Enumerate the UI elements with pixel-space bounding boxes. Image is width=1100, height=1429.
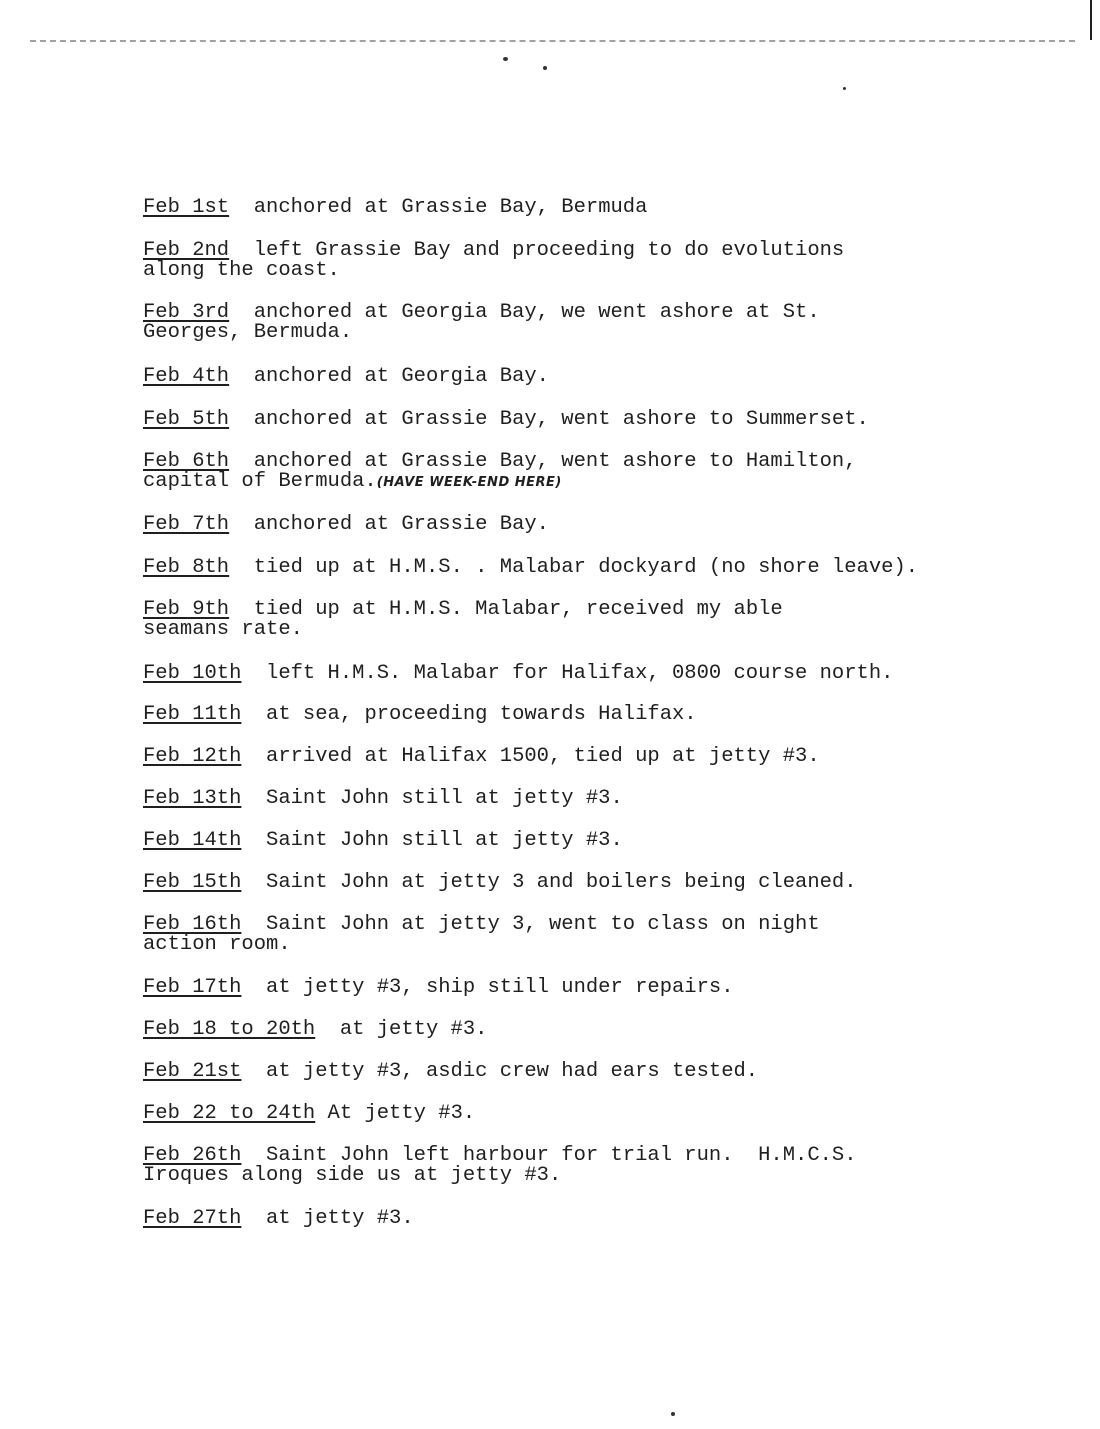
entry-text-continued: Iroques along side us at jetty #3. bbox=[143, 1164, 562, 1187]
entry-date: Feb 17th bbox=[143, 976, 242, 999]
entry-text: left Grassie Bay and proceeding to do evolutions bbox=[253, 239, 845, 262]
entry-text: Saint John still at jetty #3. bbox=[266, 829, 623, 852]
entry-date: Feb 5th bbox=[143, 408, 230, 431]
entry-text: at jetty #3. bbox=[339, 1018, 488, 1041]
entry-text: at jetty #3, ship still under repairs. bbox=[266, 976, 734, 999]
entry-text: anchored at Grassie Bay, went ashore to Summerset. bbox=[253, 408, 869, 431]
entry-text-continued: action room. bbox=[143, 933, 291, 956]
entry-text: arrived at Halifax 1500, tied up at jetty #3. bbox=[266, 745, 820, 768]
log-entry bbox=[143, 198, 647, 218]
log-entry bbox=[143, 410, 869, 430]
log-entry bbox=[143, 303, 820, 343]
entry-text: anchored at Georgia Bay, we went ashore at St. bbox=[253, 301, 820, 324]
log-entry bbox=[143, 1062, 758, 1082]
entry-date: Feb 12th bbox=[143, 745, 242, 768]
entry-text: Saint John at jetty 3, went to class on night bbox=[266, 913, 820, 936]
log-entry bbox=[143, 873, 857, 893]
entry-text: Saint John left harbour for trial run. H.M.C.S. bbox=[266, 1144, 857, 1167]
log-entry bbox=[143, 600, 783, 640]
entry-date: Feb 10th bbox=[143, 662, 242, 685]
entry-text: Saint John still at jetty #3. bbox=[266, 787, 623, 810]
scan-edge-mark bbox=[1090, 0, 1092, 40]
entry-text: tied up at H.M.S. Malabar, received my able bbox=[253, 598, 783, 621]
entry-date: Feb 22 to 24th bbox=[143, 1102, 316, 1125]
entry-date: Feb 3rd bbox=[143, 301, 230, 324]
entry-date: Feb 21st bbox=[143, 1060, 242, 1083]
entry-text: at jetty #3. bbox=[266, 1207, 414, 1230]
entry-text: anchored at Grassie Bay, went ashore to Hamilton, bbox=[253, 450, 857, 473]
log-entry bbox=[143, 705, 697, 725]
ink-speck bbox=[843, 87, 846, 90]
log-entry bbox=[143, 515, 549, 535]
entry-date: Feb 11th bbox=[143, 703, 242, 726]
entry-date: Feb 18 to 20th bbox=[143, 1018, 316, 1041]
handwritten-note: (HAVE WEEK-END HERE) bbox=[376, 475, 562, 490]
log-entry bbox=[143, 915, 820, 955]
entry-date: Feb 6th bbox=[143, 450, 230, 473]
entry-date: Feb 2nd bbox=[143, 239, 230, 262]
entry-date: Feb 14th bbox=[143, 829, 242, 852]
log-entry bbox=[143, 747, 820, 767]
entry-text-continued: along the coast. bbox=[143, 259, 340, 282]
log-entry bbox=[143, 789, 623, 809]
log-entry bbox=[143, 831, 623, 851]
log-entry bbox=[143, 367, 549, 387]
entry-date: Feb 15th bbox=[143, 871, 242, 894]
log-entry bbox=[143, 241, 844, 281]
entry-date: Feb 13th bbox=[143, 787, 242, 810]
entry-text-continued: capital of Bermuda. bbox=[143, 470, 377, 493]
log-entry bbox=[143, 978, 734, 998]
entry-date: Feb 4th bbox=[143, 365, 230, 388]
entry-text: tied up at H.M.S. . Malabar dockyard (no shore leave). bbox=[253, 556, 919, 579]
entry-text: left H.M.S. Malabar for Halifax, 0800 course north. bbox=[266, 662, 894, 685]
entry-date: Feb 8th bbox=[143, 556, 230, 579]
entry-text-continued: Georges, Bermuda. bbox=[143, 321, 353, 344]
log-entry bbox=[143, 1146, 857, 1186]
entry-text: At jetty #3. bbox=[327, 1102, 476, 1125]
entry-date: Feb 27th bbox=[143, 1207, 242, 1230]
entry-text: at jetty #3, asdic crew had ears tested. bbox=[266, 1060, 759, 1083]
log-entry bbox=[143, 452, 857, 493]
entry-date: Feb 1st bbox=[143, 196, 230, 219]
entry-date: Feb 26th bbox=[143, 1144, 242, 1167]
ink-speck bbox=[503, 57, 508, 61]
log-entry bbox=[143, 1104, 475, 1124]
entry-date: Feb 7th bbox=[143, 513, 230, 536]
entry-text-continued: seamans rate. bbox=[143, 618, 303, 641]
entry-date: Feb 16th bbox=[143, 913, 242, 936]
entry-text: anchored at Grassie Bay, Bermuda bbox=[253, 196, 648, 219]
log-entry bbox=[143, 1209, 414, 1229]
log-entry bbox=[143, 1020, 487, 1040]
entry-text: at sea, proceeding towards Halifax. bbox=[266, 703, 697, 726]
entry-text: Saint John at jetty 3 and boilers being cleaned. bbox=[266, 871, 857, 894]
ink-speck bbox=[543, 66, 547, 70]
log-entry bbox=[143, 558, 918, 578]
log-entry bbox=[143, 664, 893, 684]
entry-text: anchored at Grassie Bay. bbox=[253, 513, 549, 536]
entry-text: anchored at Georgia Bay. bbox=[253, 365, 549, 388]
scan-edge-line bbox=[30, 40, 1075, 42]
ink-speck bbox=[671, 1412, 675, 1416]
entry-date: Feb 9th bbox=[143, 598, 230, 621]
